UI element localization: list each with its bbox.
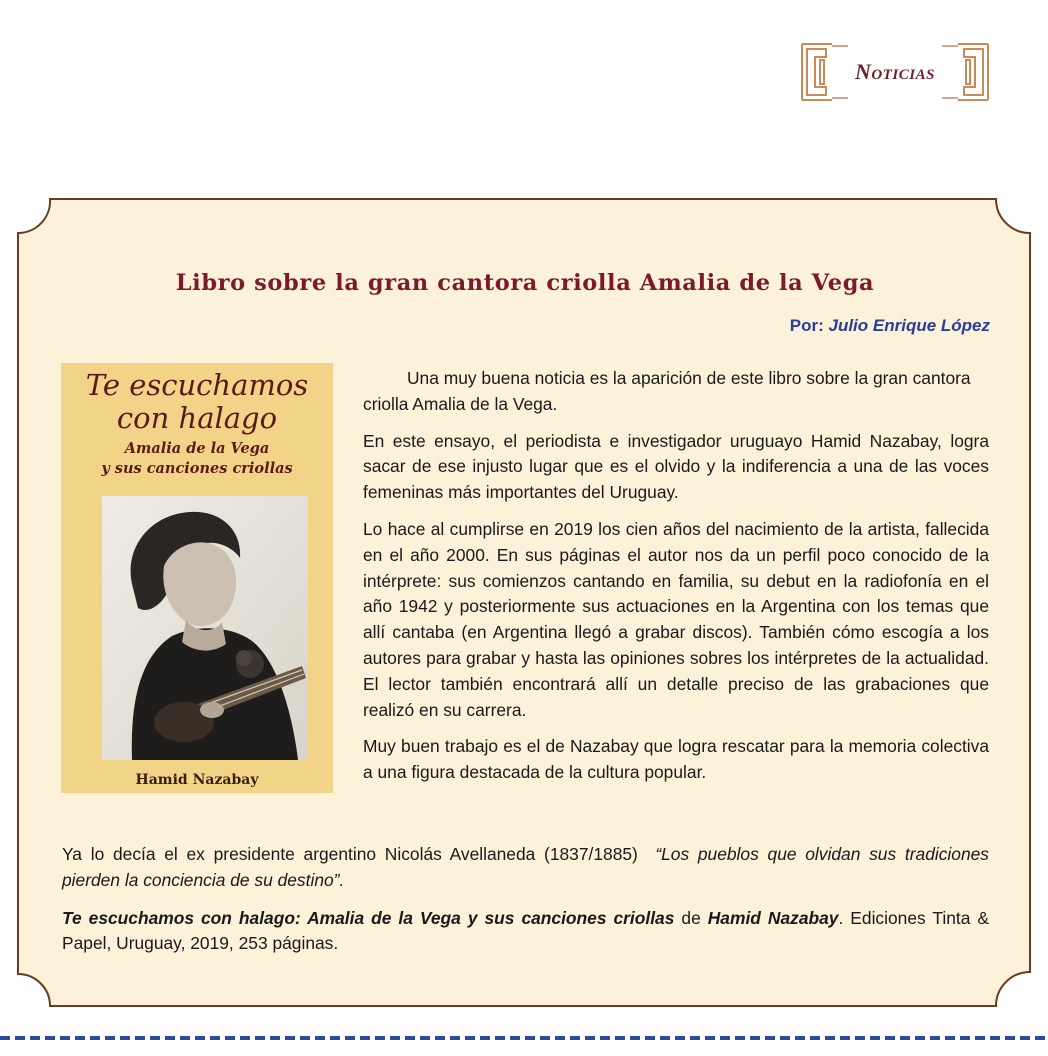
quote-intro: Ya lo decía el ex presidente argentino Nicolás Avellaneda (1837/1885) [62, 844, 638, 864]
article-title: Libro sobre la gran cantora criolla Amalia de la Vega [175, 270, 875, 296]
article-paragraph: Una muy buena noticia es la aparición de este libro sobre la gran cantora criolla Amalia de la Vega. [363, 368, 971, 414]
reference-author: Hamid Nazabay [707, 907, 839, 928]
byline-prefix: Por: [789, 316, 824, 335]
cover-subtitle-line: Amalia de la Vega [124, 440, 270, 457]
cover-author: Hamid Nazabay [135, 772, 259, 788]
article-footer [62, 842, 989, 969]
cover-subtitle-line: y sus canciones criollas [101, 460, 293, 477]
cover-title-line: con halago [116, 401, 278, 435]
byline [790, 316, 990, 336]
quote-paragraph [62, 842, 989, 894]
reference-details: . Ediciones Tinta & Papel, Uruguay, 2019, 253 páginas. [62, 907, 989, 954]
article-paragraph: Lo hace al cumplirse en 2019 los cien años del nacimiento de la artista, fallecida en el año 2000. En sus páginas el autor nos da un perfil poco conocido de la intérprete: sus comienzos cantando en familia, su debut en la radiofonía en el año 1942 y posteriormente sus actuaciones en la Argentina con los temas que allí cantaba (en Argentina llegó a grabar discos). También cómo escogía a los autores para grabar y hasta las opiniones sobres los intérpretes de la actualidad. El lector también encontrará allí un detalle preciso de las grabaciones que realizó en su carrera. [363, 518, 989, 720]
article-paragraph: En este ensayo, el periodista e investigador uruguayo Hamid Nazabay, logra sacar de ese injusto lugar que es el olvido y la indiferencia a una de las voces femeninas más importantes del Uruguay. [363, 430, 989, 503]
article-paragraph: Muy buen trabajo es el de Nazabay que logra rescatar para la memoria colectiva a una figura destacada de la cultura popular. [363, 736, 989, 783]
quote-text: “Los pueblos que olvidan sus tradiciones pierden la conciencia de su destino”. [62, 844, 989, 890]
cover-subtitle [61, 439, 333, 479]
reference-connector: de [681, 907, 701, 928]
cover-title [61, 369, 333, 435]
singer-photo [102, 496, 308, 760]
book-reference [62, 906, 989, 958]
cover-title-line: Te escuchamos [85, 368, 309, 402]
article-column [363, 366, 989, 797]
section-label: Noticias [855, 59, 935, 84]
reference-book-title: Te escuchamos con halago: Amalia de la Vega y sus canciones criollas [62, 907, 675, 928]
byline-author: Julio Enrique López [828, 316, 990, 335]
dashed-separator [0, 1034, 1048, 1042]
book-cover [61, 363, 333, 793]
